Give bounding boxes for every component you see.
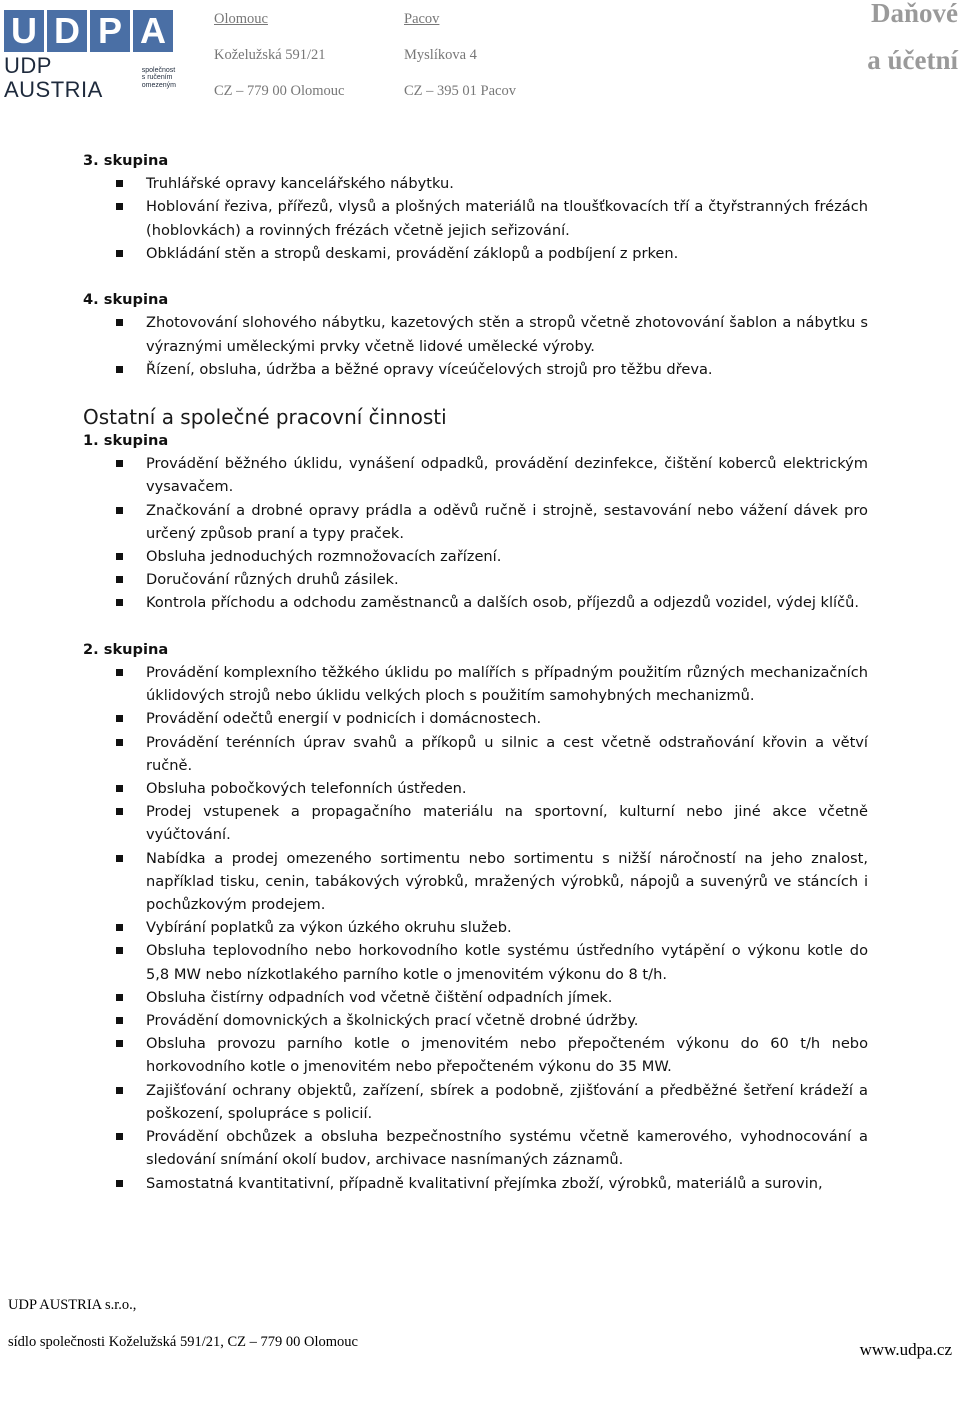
skupina-group <box>83 288 868 381</box>
list-item: Doručování různých druhů zásilek. <box>83 568 868 591</box>
list-item: Zhotovování slohového nábytku, kazetových stěn a stropů včetně zhotovování šablon a nábytku s výraznými uměleckými prvky včetně lidové umělecké výroby. <box>83 311 868 357</box>
office-street: Koželužská 591/21 <box>214 47 326 63</box>
document-body <box>83 149 868 1195</box>
skupina-group <box>83 429 868 615</box>
group-title: 2. skupina <box>83 640 169 658</box>
list-item: Obsluha čistírny odpadních vod včetně čištění odpadních jímek. <box>83 986 868 1009</box>
list-item: Hoblování řeziva, přířezů, vlysů a plošných materiálů na tloušťkovacích tří a čtyřstranných frézách (hoblovkách) a rovinných frézách včetně jejich seřizování. <box>83 195 868 241</box>
logo-subtitle-line: s ručením <box>141 74 173 82</box>
logo-letter-p: P <box>90 10 130 52</box>
groups-section <box>83 429 868 1195</box>
list-item: Zajišťování ochrany objektů, zařízení, sbírek a podobně, zjišťování a předběžné šetření krádeží a poškození, spolupráce s policií. <box>83 1079 868 1125</box>
activity-list <box>83 661 868 1195</box>
brand-tagline <box>867 0 958 94</box>
company-logo <box>4 10 176 102</box>
list-item: Obsluha jednoduchých rozmnožovacích zařízení. <box>83 545 868 568</box>
logo-subtitle-line: společnost <box>141 66 176 74</box>
list-item: Nabídka a prodej omezeného sortimentu nebo sortimentu s nižší náročností na jeho znalost, například tisku, cenin, tabákových výrobků, mražených výrobků, nápojů a suvenýrů ve stáncích i pochůzkovým prodejem. <box>83 847 868 917</box>
list-item: Obsluha pobočkových telefonních ústředen. <box>83 777 868 800</box>
list-item: Samostatná kvantitativní, případně kvalitativní přejímka zboží, výrobků, materiálů a surovin, <box>83 1172 868 1195</box>
skupina-group <box>83 638 868 1195</box>
logo-letters <box>4 10 176 52</box>
logo-subtitle-line: omezeným <box>141 81 176 89</box>
list-item: Prodej vstupenek a propagačního materiálu na sportovní, kulturní nebo jiné akce včetně vyúčtování. <box>83 800 868 846</box>
office-city-link[interactable]: Olomouc <box>214 11 268 27</box>
footer-website-link[interactable]: www.udpa.cz <box>859 1340 952 1359</box>
list-item: Řízení, obsluha, údržba a běžné opravy víceúčelových strojů pro těžbu dřeva. <box>83 358 868 381</box>
list-item: Obkládání stěn a stropů deskami, provádění záklopů a podbíjení z prken. <box>83 242 868 265</box>
footer-address: sídlo společnosti Koželužská 591/21, CZ – 779 00 Olomouc <box>8 1334 358 1350</box>
logo-letter-d: D <box>47 10 87 52</box>
group-title: 3. skupina <box>83 152 169 169</box>
brand-line: a účetní <box>867 45 958 75</box>
logo-name: UDP AUSTRIA <box>4 53 103 102</box>
logo-subtitle <box>142 67 176 90</box>
list-item: Provádění domovnických a školnických prací včetně drobné údržby. <box>83 1009 868 1032</box>
footer-company: UDP AUSTRIA s.r.o., <box>8 1297 137 1313</box>
office-city-link[interactable]: Pacov <box>404 11 440 27</box>
list-item: Provádění běžného úklidu, vynášení odpadků, provádění dezinfekce, čištění koberců elektrickým vysavačem. <box>83 452 868 498</box>
activity-list <box>83 311 868 381</box>
list-item: Provádění terénních úprav svahů a příkopů u silnic a cest včetně odstraňování křovin a větví ručně. <box>83 731 868 777</box>
section-title: Ostatní a společné pracovní činnosti <box>83 405 447 430</box>
group-title: 4. skupina <box>83 291 169 309</box>
office-street: Myslíkova 4 <box>404 47 477 63</box>
brand-line: Daňové <box>871 0 958 28</box>
activity-list <box>83 452 868 614</box>
activity-list <box>83 172 868 265</box>
list-item: Provádění odečtů energií v podnicích i domácnostech. <box>83 707 868 730</box>
logo-letter-u: U <box>4 10 44 52</box>
list-item: Provádění obchůzek a obsluha bezpečnostního systému včetně kamerového, vyhodnocování a sledování snímání okolí budov, archivace nasnímaných záznamů. <box>83 1125 868 1171</box>
list-item: Značkování a drobné opravy prádla a oděvů ručně i strojně, sestavování nebo vážení dávek pro určený způsob praní a typy praček. <box>83 499 868 545</box>
office-postcode: CZ – 779 00 Olomouc <box>214 83 345 99</box>
group-title: 1. skupina <box>83 432 169 450</box>
list-item: Obsluha provozu parního kotle o jmenovitém nebo přepočteném výkonu do 60 t/h nebo horkovodního kotle o jmenovitém nebo přepočteném výkonu do 35 MW. <box>83 1032 868 1078</box>
list-item: Obsluha teplovodního nebo horkovodního kotle systému ústředního vytápění o výkonu kotle do 5,8 MW nebo nízkotlakého parního kotle o jmenovitém výkonu do 8 t/h. <box>83 939 868 985</box>
office-pacov <box>404 9 516 117</box>
logo-letter-a: A <box>133 10 173 52</box>
office-postcode: CZ – 395 01 Pacov <box>404 83 516 99</box>
list-item: Kontrola příchodu a odchodu zaměstnanců a dalších osob, příjezdů a odjezdů vozidel, výdej klíčů. <box>83 591 868 614</box>
list-item: Provádění komplexního těžkého úklidu po malířích s případným použitím různých mechanizačních úklidových strojů nebo úklidu velkých ploch s použitím samohybných mechanizmů. <box>83 661 868 707</box>
skupina-group <box>83 149 868 265</box>
list-item: Truhlářské opravy kancelářského nábytku. <box>83 172 868 195</box>
groups-top <box>83 149 868 381</box>
list-item: Vybírání poplatků za výkon úzkého okruhu služeb. <box>83 916 868 939</box>
office-olomouc <box>214 9 345 117</box>
